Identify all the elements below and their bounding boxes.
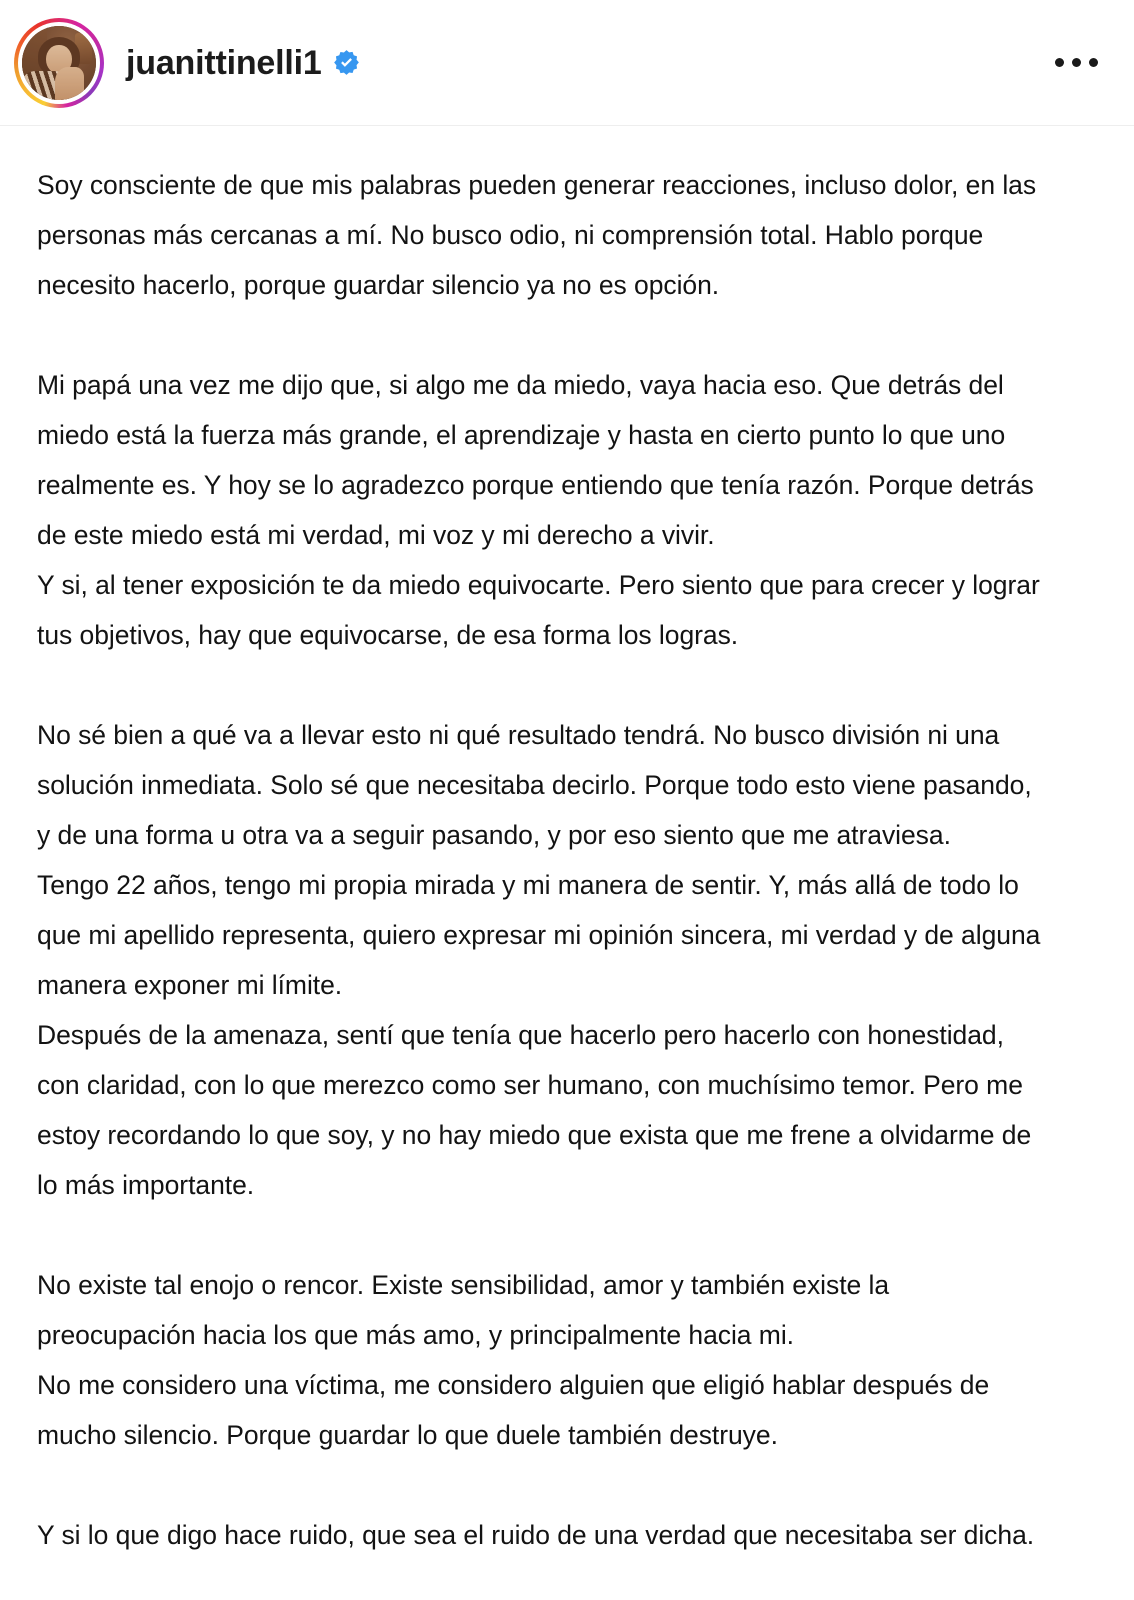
caption-paragraph: No sé bien a qué va a llevar esto ni qué resultado tendrá. No busco división ni una solución inmediata. Solo sé que necesitaba decirlo. Porque todo esto viene pasando, y de una forma u otra va a seguir pasando, y por eso siento que me atraviesa. [37,720,1040,850]
caption-paragraph: No existe tal enojo o rencor. Existe sensibilidad, amor y también existe la preocupación hacia los que más amo, y principalmente hacia mi. [37,1270,897,1350]
more-dot-2 [1072,58,1081,67]
caption-paragraph: Después de la amenaza, sentí que tenía que hacerlo pero hacerlo con honestidad, con claridad, con lo que merezco como ser humano, con muchísimo temor. Pero me estoy recordando lo que soy, y no hay miedo que exista que me frene a olvidarme de lo más importante. [37,1020,1039,1200]
username-group[interactable] [126,43,360,82]
caption-paragraph: Y si, al tener exposición te da miedo equivocarte. Pero siento que para crecer y lograr tus objetivos, hay que equivocarse, de esa forma los logras. [37,570,1048,650]
more-dot-1 [1055,58,1064,67]
caption-paragraph: Mi papá una vez me dijo que, si algo me da miedo, vaya hacia eso. Que detrás del miedo está la fuerza más grande, el aprendizaje y hasta en cierto punto lo que uno realmente es. Y hoy se lo agradezco porque entiendo que tenía razón. Porque detrás de este miedo está mi verdad, mi voz y mi derecho a vivir. [37,370,1042,550]
avatar-story-ring[interactable] [14,18,104,108]
verified-badge-icon [333,49,360,76]
avatar-sepia-tint [22,26,96,100]
username-label[interactable]: juanittinelli1 [126,43,322,82]
post-header [0,0,1134,126]
avatar[interactable] [22,26,96,100]
caption-paragraph: Soy consciente de que mis palabras pueden generar reacciones, incluso dolor, en las personas más cercanas a mí. No busco odio, ni comprensión total. Hablo porque necesito hacerlo, porque guardar silencio ya no es opción. [37,170,1044,300]
more-dot-3 [1089,58,1098,67]
caption-paragraph: Y si lo que digo hace ruido, que sea el ruido de una verdad que necesitaba ser dicha. [37,1520,1035,1550]
post-caption [0,126,1134,1560]
caption-paragraph: Tengo 22 años, tengo mi propia mirada y mi manera de sentir. Y, más allá de todo lo que mi apellido representa, quiero expresar mi opinión sincera, mi verdad y de alguna manera exponer mi límite. [37,870,1048,1000]
more-options-icon[interactable] [1041,46,1112,79]
caption-paragraph: No me considero una víctima, me considero alguien que eligió hablar después de mucho silencio. Porque guardar lo que duele también destruye. [37,1370,997,1450]
